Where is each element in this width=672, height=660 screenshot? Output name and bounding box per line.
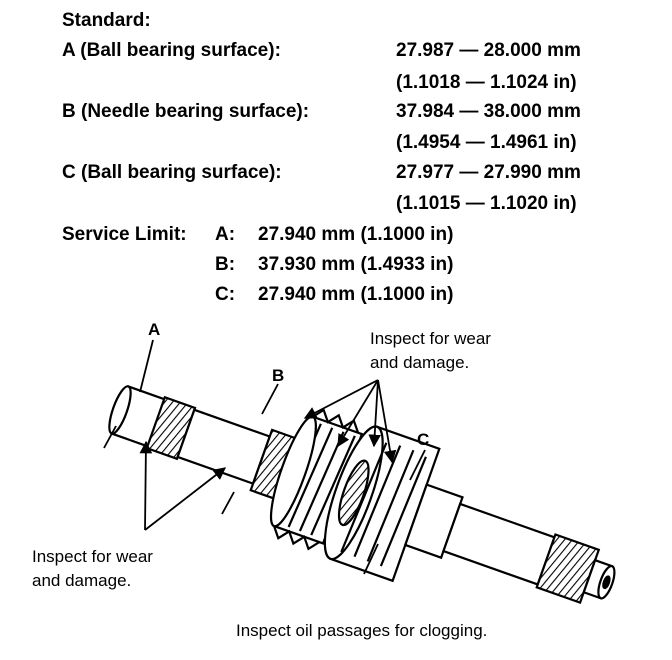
standard-heading: Standard: <box>62 10 151 31</box>
label-a-leader <box>140 340 153 392</box>
spec-b-value-in: (1.4954 — 1.4961 in) <box>396 132 577 153</box>
note-left-line1: Inspect for wear <box>32 547 153 566</box>
note-top-line2: and damage. <box>370 353 470 372</box>
service-limit-label: Service Limit: <box>62 224 187 245</box>
mark-middle <box>222 492 234 514</box>
label-a: A <box>148 320 161 339</box>
service-limit-a-value: 27.940 mm (1.1000 in) <box>258 224 454 245</box>
service-limit-c-key: C: <box>215 284 236 305</box>
spec-b-value-mm: 37.984 — 38.000 mm <box>396 101 581 122</box>
spec-c-value-mm: 27.977 — 27.990 mm <box>396 162 581 183</box>
spec-a-value-in: (1.1018 — 1.1024 in) <box>396 72 577 93</box>
note-left-line2: and damage. <box>32 571 132 590</box>
label-b-leader <box>262 384 278 414</box>
spec-c-label: C (Ball bearing surface): <box>62 162 282 183</box>
note-bottom: Inspect oil passages for clogging. <box>236 621 488 640</box>
service-limit-b-key: B: <box>215 254 236 275</box>
shaft-right-body <box>443 504 554 585</box>
service-limit-b-value: 37.930 mm (1.4933 in) <box>258 254 454 275</box>
spec-a-value-mm: 27.987 — 28.000 mm <box>396 40 581 61</box>
label-b: B <box>272 366 285 385</box>
spec-b-label: B (Needle bearing surface): <box>62 101 310 122</box>
spec-c-value-in: (1.1015 — 1.1020 in) <box>396 193 577 214</box>
spec-a-label: A (Ball bearing surface): <box>62 40 281 61</box>
service-limit-a-key: A: <box>215 224 236 245</box>
label-c: C <box>417 430 430 449</box>
note-top-line1: Inspect for wear <box>370 329 491 348</box>
service-limit-c-value: 27.940 mm (1.1000 in) <box>258 284 454 305</box>
